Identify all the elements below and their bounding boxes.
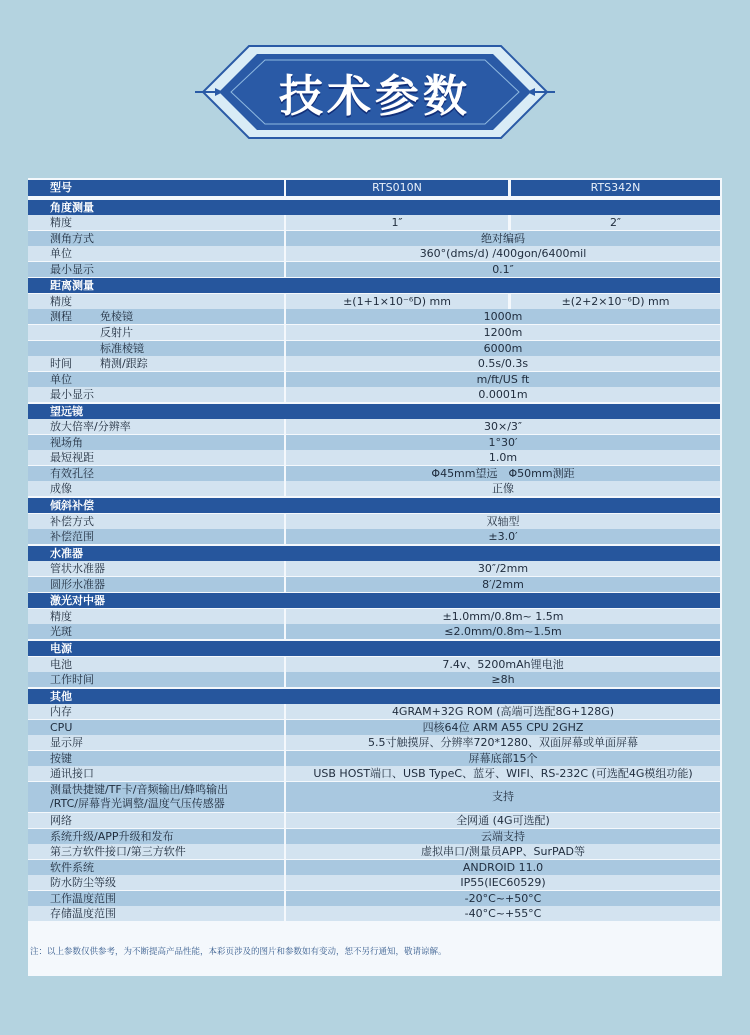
spec-row (28, 466, 720, 481)
spec-label: 防水防尘等级 (50, 876, 116, 890)
spec-row (28, 844, 720, 859)
spec-row (28, 609, 720, 624)
spec-label-cell (28, 829, 284, 844)
spec-value: 6000m (286, 341, 720, 356)
spec-label: 有效孔径 (50, 466, 94, 480)
spec-label-cell (28, 844, 284, 859)
spec-label-cell (28, 356, 284, 371)
spec-row (28, 577, 720, 592)
spec-label-cell (28, 262, 284, 277)
spec-sublabel: 反射片 (100, 325, 133, 339)
spec-label: 补偿范围 (50, 530, 94, 544)
spec-value: -40°C~+55°C (286, 906, 720, 921)
spec-label-cell (28, 529, 284, 544)
spec-label: 软件系统 (50, 860, 94, 874)
spec-value: 5.5寸触摸屏、分辨率720*1280、双面屏幕或单面屏幕 (286, 735, 720, 750)
spec-value: 全网通 (4G可选配) (286, 813, 720, 828)
spec-label: 最小显示 (50, 388, 94, 402)
spec-label: 最小显示 (50, 262, 94, 276)
spec-value: 屏幕底部15个 (286, 751, 720, 766)
section-header (28, 278, 720, 293)
spec-row (28, 735, 720, 750)
spec-label: 测量快捷键/TF卡/音频输出/蜂鸣输出 (50, 782, 229, 796)
spec-label-cell (28, 231, 284, 246)
spec-value: 支持 (286, 782, 720, 812)
header-model-2: RTS342N (511, 180, 720, 196)
spec-row (28, 246, 720, 261)
spec-value: 云端支持 (286, 829, 720, 844)
header-model-1: RTS010N (286, 180, 508, 196)
spec-value: IP55(IEC60529) (286, 875, 720, 890)
spec-row (28, 529, 720, 544)
section-header (28, 689, 720, 704)
spec-value: 1.0m (286, 450, 720, 465)
spec-row (28, 387, 720, 402)
spec-row (28, 450, 720, 465)
spec-row (28, 624, 720, 639)
spec-sublabel: 精测/跟踪 (100, 357, 148, 370)
footnote: 注：以上参数仅供参考，为不断提高产品性能，本彩页涉及的图片和参数如有变动，恕不另行通知，敬请谅解。 (30, 947, 447, 957)
spec-row (28, 341, 720, 356)
spec-value: 7.4v、5200mAh锂电池 (286, 657, 720, 672)
spec-label: 成像 (50, 482, 72, 496)
spec-row (28, 481, 720, 496)
spec-label: 按键 (50, 751, 72, 765)
spec-label-cell (28, 372, 284, 387)
spec-value: m/ft/US ft (286, 372, 720, 387)
spec-label-cell (28, 875, 284, 890)
spec-row (28, 657, 720, 672)
spec-label-cell (28, 813, 284, 828)
spec-value: USB HOST端口、USB TypeC、蓝牙、WIFI、RS-232C (可选配4G模组功能) (286, 766, 720, 781)
spec-label: 精度 (50, 294, 72, 308)
spec-value: 1000m (286, 309, 720, 324)
spec-table (28, 178, 722, 976)
spec-label-cell (28, 782, 284, 812)
spec-label-cell (28, 609, 284, 624)
spec-sublabel: 标准棱镜 (100, 341, 144, 355)
spec-value: 虚拟串口/测量员APP、SurPAD等 (286, 844, 720, 859)
spec-row (28, 813, 720, 828)
page-title: 技术参数 (279, 71, 471, 122)
spec-label-cell (28, 450, 284, 465)
spec-label-cell (28, 435, 284, 450)
section-header (28, 498, 720, 513)
spec-label-cell (28, 419, 284, 434)
spec-sublabel: 免棱镜 (100, 310, 133, 324)
spec-row (28, 294, 720, 309)
spec-row (28, 704, 720, 719)
spec-row (28, 891, 720, 906)
spec-label: 圆形水准器 (50, 577, 105, 591)
section-header (28, 200, 720, 215)
spec-value: -20°C~+50°C (286, 891, 720, 906)
spec-label-cell (28, 294, 284, 309)
spec-value-model-1: 1″ (286, 215, 508, 230)
section-header (28, 593, 720, 608)
spec-row (28, 766, 720, 781)
spec-label: 电池 (50, 657, 72, 671)
spec-label: 单位 (50, 372, 72, 386)
spec-value: Φ45mm望远 Φ50mm测距 (286, 466, 720, 481)
spec-label: 通讯接口 (50, 767, 94, 781)
spec-label-cell (28, 246, 284, 261)
spec-label: 第三方软件接口/第三方软件 (50, 845, 186, 858)
spec-label-cell (28, 325, 284, 340)
spec-label: 存储温度范围 (50, 907, 116, 921)
spec-row (28, 356, 720, 371)
spec-label-cell (28, 577, 284, 592)
spec-label: 精度 (50, 609, 72, 623)
spec-label-cell (28, 387, 284, 402)
spec-row (28, 419, 720, 434)
spec-label-cell (28, 514, 284, 529)
spec-row (28, 782, 720, 812)
spec-label: 测角方式 (50, 231, 94, 245)
spec-label: 时间 (50, 357, 72, 370)
spec-label: 系统升级/APP升级和发布 (50, 829, 174, 843)
spec-label-cell (28, 751, 284, 766)
spec-value: 30×/3″ (286, 419, 720, 434)
spec-row (28, 514, 720, 529)
spec-value: 360°(dms/d) /400gon/6400mil (286, 246, 720, 261)
section-header (28, 404, 720, 419)
spec-value: ±3.0′ (286, 529, 720, 544)
spec-row (28, 435, 720, 450)
spec-label-cell (28, 341, 284, 356)
spec-value: 8′/2mm (286, 577, 720, 592)
spec-value: 1°30′ (286, 435, 720, 450)
spec-row (28, 215, 720, 230)
spec-value: 四核64位 ARM A55 CPU 2GHZ (286, 720, 720, 735)
spec-label: 工作温度范围 (50, 891, 116, 905)
spec-label-cell (28, 215, 284, 230)
spec-label-cell (28, 704, 284, 719)
spec-value: 30″/2mm (286, 561, 720, 576)
spec-value: 1200m (286, 325, 720, 340)
spec-label-cell (28, 561, 284, 576)
spec-row (28, 372, 720, 387)
spec-label-cell (28, 766, 284, 781)
spec-value: ≥8h (286, 672, 720, 687)
spec-label-cell (28, 466, 284, 481)
spec-row (28, 325, 720, 340)
spec-row (28, 309, 720, 324)
spec-value-model-2: 2″ (511, 215, 720, 230)
spec-value: ANDROID 11.0 (286, 860, 720, 875)
spec-label-cell (28, 481, 284, 496)
section-title: 望远镜 (50, 404, 83, 418)
spec-row (28, 231, 720, 246)
spec-label: CPU (50, 720, 73, 734)
spec-label: 精度 (50, 216, 72, 229)
spec-label: 内存 (50, 705, 72, 719)
spec-label-cell (28, 860, 284, 875)
spec-value: 0.5s/0.3s (286, 356, 720, 371)
spec-label-cell (28, 735, 284, 750)
spec-label-cell (28, 906, 284, 921)
spec-value: 0.1″ (286, 262, 720, 277)
title-banner (195, 38, 555, 146)
section-header (28, 641, 720, 656)
spec-label-cell (28, 720, 284, 735)
spec-value: ±1.0mm/0.8m~ 1.5m (286, 609, 720, 624)
section-title: 其他 (50, 689, 72, 703)
spec-row (28, 829, 720, 844)
spec-row (28, 751, 720, 766)
spec-value: ≤2.0mm/0.8m~1.5m (286, 624, 720, 639)
spec-label: 补偿方式 (50, 514, 94, 528)
spec-label-cell (28, 891, 284, 906)
spec-row (28, 720, 720, 735)
spec-label: 网络 (50, 814, 72, 827)
spec-label: 最短视距 (50, 451, 94, 465)
spec-label: 工作时间 (50, 673, 94, 686)
spec-label: 单位 (50, 247, 72, 261)
spec-value: 4GRAM+32G ROM (高端可选配8G+128G) (286, 704, 720, 719)
spec-row (28, 875, 720, 890)
spec-value-model-1: ±(1+1×10⁻⁶D) mm (286, 294, 508, 309)
spec-label: 视场角 (50, 435, 83, 449)
header-label: 型号 (50, 181, 72, 194)
spec-row (28, 860, 720, 875)
spec-label-cell (28, 657, 284, 672)
spec-label: 放大倍率/分辨率 (50, 420, 131, 434)
section-header (28, 546, 720, 561)
spec-value: 绝对编码 (286, 231, 720, 246)
spec-value: 正像 (286, 481, 720, 496)
spec-label-cell (28, 624, 284, 639)
spec-label-cell (28, 309, 284, 324)
header-label-cell (28, 180, 284, 196)
spec-label-cell (28, 672, 284, 687)
spec-label: 管状水准器 (50, 562, 105, 576)
spec-row (28, 672, 720, 687)
spec-row (28, 561, 720, 576)
spec-value: 双轴型 (286, 514, 720, 529)
section-title: 倾斜补偿 (50, 499, 94, 512)
spec-label: 测程 (50, 310, 72, 324)
spec-row (28, 262, 720, 277)
section-title: 激光对中器 (50, 594, 105, 608)
section-title: 距离测量 (50, 279, 94, 293)
spec-label-line2: /RTC/屏幕背光调整/温度气压传感器 (50, 796, 225, 810)
spec-value-model-2: ±(2+2×10⁻⁶D) mm (511, 294, 720, 309)
section-title: 水准器 (50, 546, 83, 560)
spec-value: 0.0001m (286, 387, 720, 402)
spec-row (28, 906, 720, 921)
section-title: 角度测量 (50, 200, 94, 214)
spec-label: 光斑 (50, 625, 72, 639)
spec-label: 显示屏 (50, 736, 83, 750)
section-title: 电源 (50, 641, 72, 655)
